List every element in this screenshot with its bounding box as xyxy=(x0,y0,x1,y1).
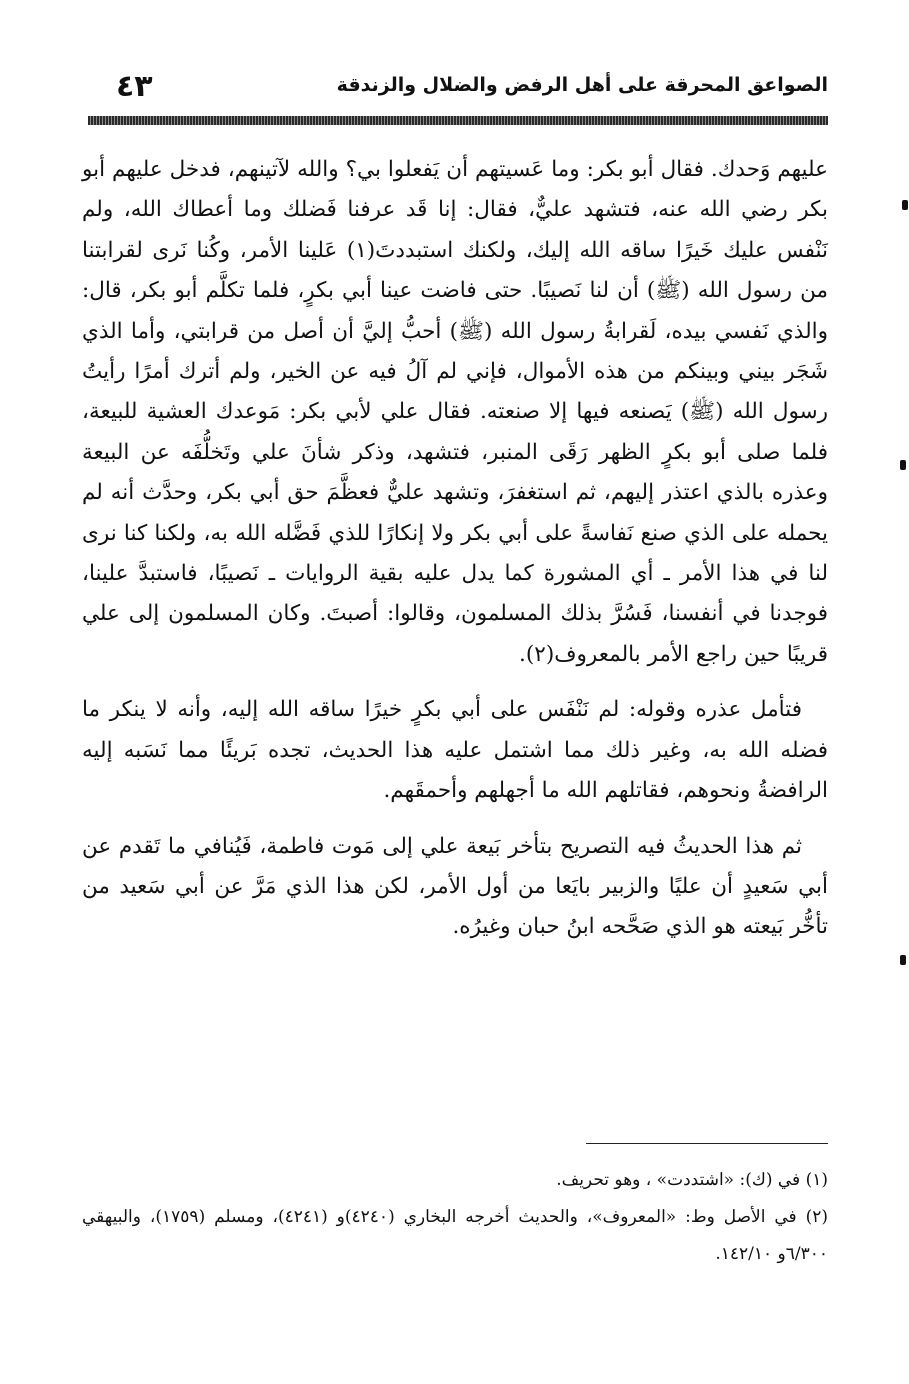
header-rule xyxy=(88,116,828,125)
running-title: الصواعق المحرقة على أهل الرفض والضلال والزندقة xyxy=(336,74,828,96)
paragraph: عليهم وَحدك. فقال أبو بكر: وما عَسيتهم أن يَفعلوا بي؟ والله لآتينهم، فدخل عليهم أبو بكر رضي الله عنه، فتشهد عليٌّ، فقال: إنا قَد عرفنا فَضلك وما أعطاك الله، ولم نَنْفس عليك خَيرًا ساقه الله إليك، ولكنك استبددتَ(١) عَلينا الأمر، وكُنا نَرى لقرابتنا من رسول الله (ﷺ) أن لنا نَصيبًا. حتى فاضت عينا أبي بكرٍ، فلما تكلَّم أبو بكر، قال: والذي نَفسي بيده، لَقرابةُ رسول الله (ﷺ) أحبُّ إليَّ أن أصل من قرابتي، وأما الذي شَجَر بيني وبينكم من هذه الأموال، فإني لم آلُ فيه عن الخير، ولم أترك أمرًا رأيتُ رسول الله (ﷺ) يَصنعه فيها إلا صنعته. فقال علي لأبي بكر: مَوعدك العشية للبيعة، فلما صلى أبو بكرٍ الظهر رَقَى المنبر، فتشهد، وذكر شأنَ علي وتَخلُّفَه عن البيعة وعذره بالذي اعتذر إليهم، ثم استغفرَ، وتشهد عليٌّ فعظَّمَ حق أبي بكر، وحدَّث أنه لم يحمله على الذي صنع نَفاسةً على أبي بكر ولا إنكارًا للذي فَضَّله الله به، ولكنا كنا نرى لنا في هذا الأمر ـ أي المشورة كما يدل عليه بقية الروايات ـ نَصيبًا، فاستبدَّ علينا، فوجدنا في أنفسنا، فَسُرَّ بذلك المسلمون، وقالوا: أصبتَ. وكان المسلمون إلى علي قريبًا حين راجع الأمر بالمعروف(٢). xyxy=(82,157,828,667)
footnotes xyxy=(82,1162,828,1273)
footnote: (١) في (ك): «اشتددت» ، وهو تحريف. xyxy=(556,1170,828,1190)
footnote: (٢) في الأصل وط: «المعروف»، والحديث أخرجه البخاري (٤٢٤٠)و (٤٢٤١)، ومسلم (١٧٥٩)، والبيهقي ٦/٣٠٠و ١٤٢/١٠. xyxy=(82,1207,829,1264)
footnote-rule xyxy=(586,1143,828,1144)
paragraph: ثم هذا الحديثُ فيه التصريح بتأخر بَيعة علي إلى مَوت فاطمة، فَيُنافي ما تَقدم عن أبي سَعيدٍ أن عليًا والزبير بايَعا من أول الأمر، لكن هذا الذي مَرَّ عن أبي سَعيد من تأخُّر بَيعته هو الذي صَحَّحه ابنُ حبان وغيرُه. xyxy=(82,833,828,940)
paragraph: فتأمل عذره وقوله: لم نَنْفَس على أبي بكرٍ خيرًا ساقه الله إليه، وأنه لا ينكر ما فضله الله به، وغير ذلك مما اشتمل عليه هذا الحديث، تجده بَريئًا مما نَسَبه إليه الرافضةُ ونحوهم، فقاتلهم الله ما أجهلهم وأحمقَهم. xyxy=(82,697,828,804)
body-text xyxy=(82,150,828,948)
margin-mark xyxy=(900,460,906,470)
page-number: ٤٣ xyxy=(116,69,153,104)
margin-mark xyxy=(902,200,908,210)
page-header xyxy=(82,68,828,108)
margin-mark xyxy=(900,955,906,965)
